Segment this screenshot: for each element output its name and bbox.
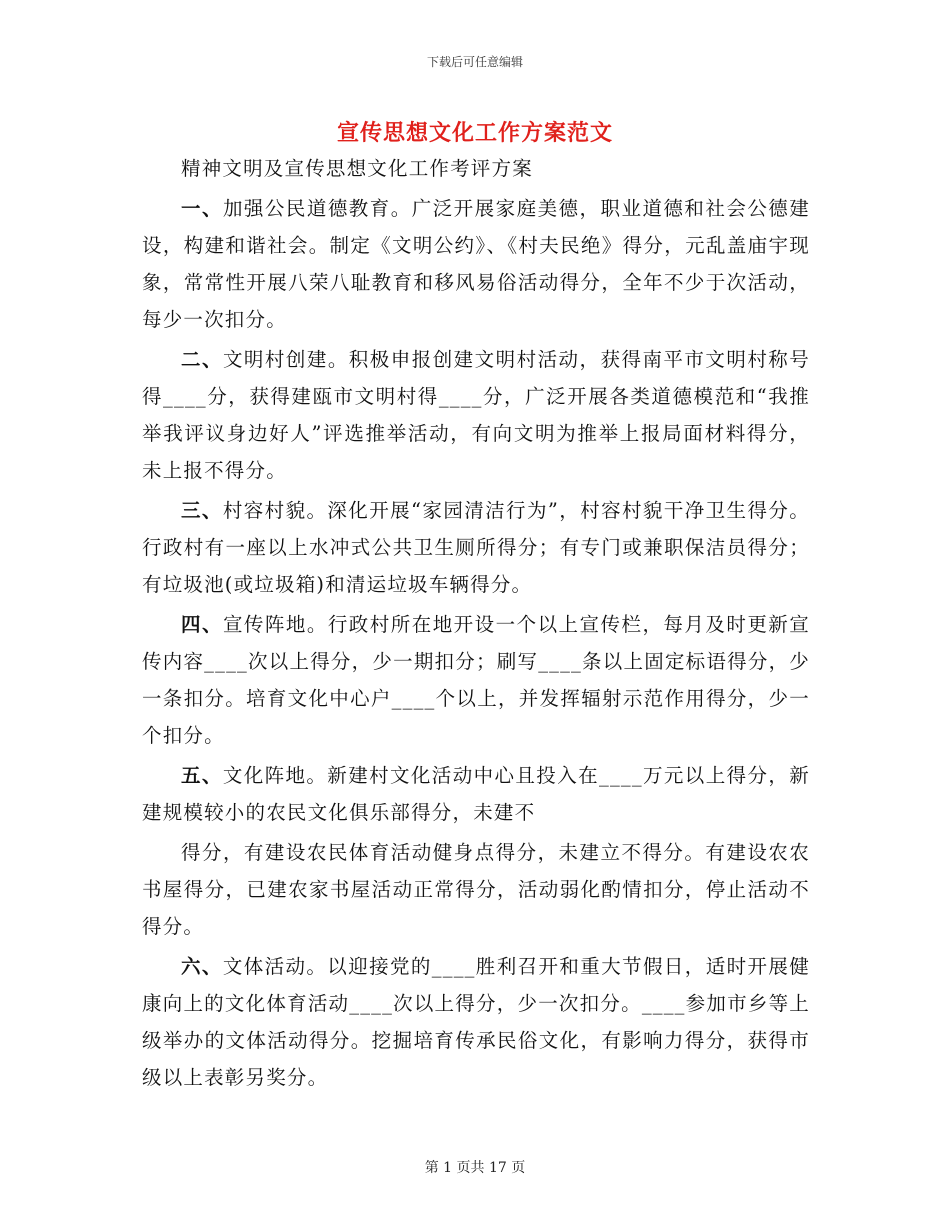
section-5-continued-text: 得分，有建设农民体育活动健身点得分，未建立不得分。有建设农农书屋得分，已建农家书屋活动正常得分，活动弱化酌情扣分，停止活动不得分。: [142, 841, 810, 938]
section-6-text: 文体活动。以迎接党的____胜利召开和重大节假日，适时开展健康向上的文化体育活动____次以上得分，少一次扣分。____参加市乡等上级举办的文体活动得分。挖掘培育传承民俗文化，有影响力得分，获得市级以上表彰另奖分。: [142, 955, 810, 1089]
document-body: [142, 150, 810, 1096]
section-3-heading: 三、: [181, 499, 223, 522]
section-5: [142, 757, 810, 831]
page-footer: 第 1 页共 17 页: [424, 1160, 526, 1176]
section-2-heading: 二、: [181, 348, 223, 371]
section-5-text: 文化阵地。新建村文化活动中心且投入在____万元以上得分，新建规模较小的农民文化俱乐部得分，未建不: [142, 764, 810, 824]
section-2: [142, 341, 810, 489]
section-6-heading: 六、: [181, 955, 223, 978]
section-6: [142, 948, 810, 1096]
section-4: [142, 606, 810, 754]
document-subtitle: 精神文明及宣传思想文化工作考评方案: [181, 157, 533, 180]
section-1-heading: 一、: [181, 197, 223, 220]
section-4-heading: 四、: [181, 613, 223, 636]
section-3-text: 村容村貌。深化开展“家园清洁行为”，村容村貌干净卫生得分。行政村有一座以上水冲式公共卫生厕所得分；有专门或兼职保洁员得分；有垃圾池(或垃圾箱)和清运垃圾车辆得分。: [142, 499, 810, 596]
section-2-text: 文明村创建。积极申报创建文明村活动，获得南平市文明村称号得____分，获得建瓯市文明村得____分，广泛开展各类道德模范和“我推举我评议身边好人”评选推举活动，有向文明为推举上报局面材料得分，未上报不得分。: [142, 348, 810, 482]
section-5-continued: [142, 834, 810, 945]
header-note: 下载后可任意编辑: [426, 55, 523, 69]
section-1-text: 加强公民道德教育。广泛开展家庭美德，职业道德和社会公德建设，构建和谐社会。制定《文明公约》、《村夫民绝》得分，元乱盖庙宇现象，常常性开展八荣八耻教育和移风易俗活动得分，全年不少于次活动，每少一次扣分。: [142, 197, 810, 331]
section-4-text: 宣传阵地。行政村所在地开设一个以上宣传栏，每月及时更新宣传内容____次以上得分，少一期扣分；刷写____条以上固定标语得分，少一条扣分。培育文化中心户____个以上，并发挥辐射示范作用得分，少一个扣分。: [142, 613, 810, 747]
section-3: [142, 492, 810, 603]
section-1: [142, 190, 810, 338]
document-title: 宣传思想文化工作方案范文: [336, 120, 613, 146]
section-5-heading: 五、: [181, 764, 223, 787]
